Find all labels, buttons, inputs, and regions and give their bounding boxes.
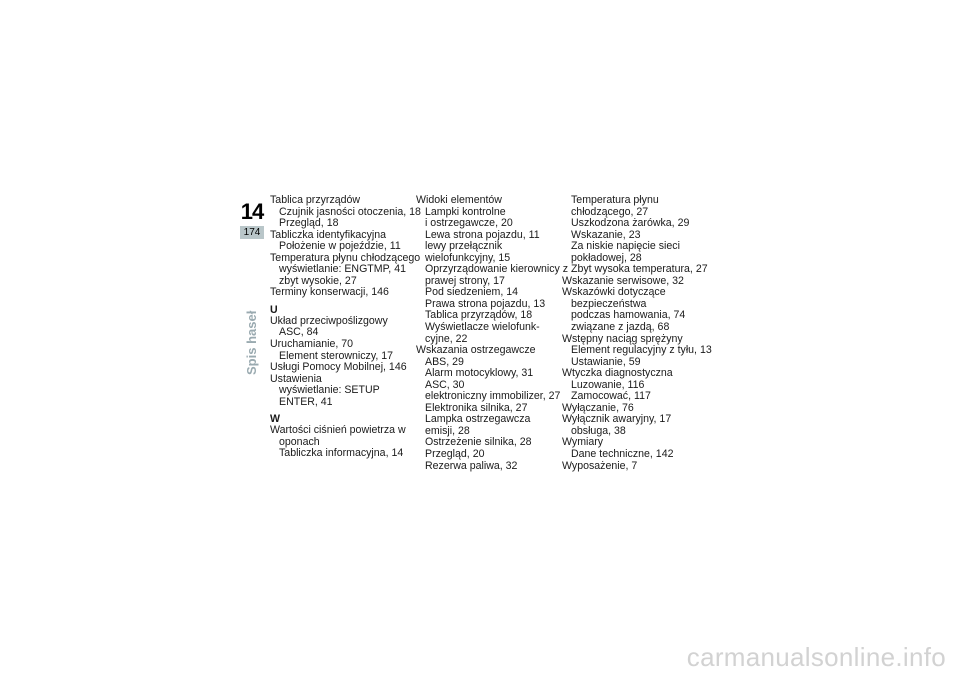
index-entry: Wskazanie serwisowe, 32 bbox=[562, 274, 684, 287]
index-subentry: Alarm motocyklowy, 31 bbox=[425, 367, 534, 380]
index-column-2 bbox=[416, 194, 569, 472]
index-entry: Wskazówki dotyczące bbox=[562, 286, 666, 299]
index-entry: Układ przeciwpoślizgowy bbox=[270, 314, 388, 327]
index-subentry: Zamocować, 117 bbox=[571, 390, 651, 403]
index-subentry: Elektronika silnika, 27 bbox=[425, 401, 528, 414]
index-subentry: Luzowanie, 116 bbox=[571, 378, 645, 391]
page-number: 174 bbox=[240, 226, 264, 239]
index-column-1 bbox=[270, 194, 421, 460]
index-subentry: Pod siedzeniem, 14 bbox=[425, 286, 519, 299]
index-subentry: Czujnik jasności otoczenia, 18 bbox=[279, 205, 421, 218]
index-subentry: Lewa strona pojazdu, 11 bbox=[425, 228, 540, 241]
index-subentry: elektroniczny immobilizer, 27 bbox=[425, 390, 561, 403]
index-subentry: Uszkodzona żarówka, 29 bbox=[571, 217, 690, 230]
index-subentry: Przegląd, 18 bbox=[279, 217, 339, 230]
index-subentry: Temperatura płynu bbox=[571, 194, 659, 206]
index-entry: Uruchamianie, 70 bbox=[270, 338, 354, 351]
index-subentry: Za niskie napięcie sieci bbox=[571, 240, 680, 253]
index-subentry: Wyświetlacze wielofunk- bbox=[425, 321, 540, 334]
index-subentry: Lampki kontrolne bbox=[425, 205, 506, 218]
index-subentry: lewy przełącznik bbox=[425, 240, 503, 253]
index-letter-heading: U bbox=[270, 303, 278, 316]
index-subentry: Ustawianie, 59 bbox=[571, 355, 641, 368]
index-entry: Wskazania ostrzegawcze bbox=[416, 344, 536, 357]
index-subentry: Ostrzeżenie silnika, 28 bbox=[425, 436, 532, 449]
index-entry: Tabliczka identyfikacyjna bbox=[270, 228, 386, 241]
index-subentry: ASC, 30 bbox=[425, 378, 465, 391]
index-entry: Wymiary bbox=[562, 436, 604, 449]
section-label: Spis haseł bbox=[244, 310, 259, 375]
index-subentry: Element regulacyjny z tyłu, 13 bbox=[571, 344, 712, 357]
index-subentry: cyjne, 22 bbox=[425, 332, 468, 345]
index-entry: Wyposażenie, 7 bbox=[562, 459, 638, 472]
index-subentry: Tabliczka informacyjna, 14 bbox=[279, 447, 404, 460]
index-entry: Wstępny naciąg sprężyny bbox=[562, 332, 683, 345]
index-entry: Ustawienia bbox=[270, 372, 322, 385]
index-letter-heading: W bbox=[270, 413, 280, 426]
index-subentry: Prawa strona pojazdu, 13 bbox=[425, 297, 546, 310]
index-subentry: Rezerwa paliwa, 32 bbox=[425, 459, 518, 472]
index-subentry: bezpieczeństwa bbox=[571, 297, 647, 310]
index-subentry: wyświetlanie: ENGTMP, 41 bbox=[279, 263, 406, 276]
index-subentry: ASC, 84 bbox=[279, 326, 319, 339]
index-subentry: oponach bbox=[279, 435, 320, 448]
index-subentry: pokładowej, 28 bbox=[571, 251, 642, 264]
index-subentry: Zbyt wysoka temperatura, 27 bbox=[571, 263, 708, 276]
index-entry: Usługi Pomocy Mobilnej, 146 bbox=[270, 361, 407, 374]
index-subentry: Tablica przyrządów, 18 bbox=[425, 309, 533, 322]
chapter-number: 14 bbox=[240, 199, 264, 224]
index-subentry: Lampka ostrzegawcza bbox=[425, 413, 531, 426]
index-entry: Temperatura płynu chłodzącego bbox=[270, 251, 421, 264]
index-subentry: Przegląd, 20 bbox=[425, 448, 485, 461]
index-subentry: zbyt wysokie, 27 bbox=[279, 274, 357, 287]
index-subentry: prawej strony, 17 bbox=[425, 274, 505, 287]
index-entry: Terminy konserwacji, 146 bbox=[270, 286, 389, 299]
index-subentry: Dane techniczne, 142 bbox=[571, 448, 674, 461]
index-column-3 bbox=[562, 195, 710, 472]
index-subentry: obsługa, 38 bbox=[571, 424, 626, 437]
index-subentry: ABS, 29 bbox=[425, 355, 464, 368]
index-entry: Wtyczka diagnostyczna bbox=[562, 367, 673, 380]
index-subentry: wielofunkcyjny, 15 bbox=[425, 251, 511, 264]
index-subentry: Oprzyrządowanie kierownicy z bbox=[425, 263, 569, 276]
index-subentry: związane z jazdą, 68 bbox=[571, 321, 670, 334]
index-entry: Tablica przyrządów bbox=[270, 194, 361, 206]
index-subentry: Element sterowniczy, 17 bbox=[279, 349, 394, 362]
index-subentry: wyświetlanie: SETUP bbox=[279, 384, 380, 397]
index-entry: Wyłącznik awaryjny, 17 bbox=[562, 413, 672, 426]
index-subentry: emisji, 28 bbox=[425, 424, 470, 437]
index-entry: Wartości ciśnień powietrza w bbox=[270, 424, 406, 437]
index-subentry: podczas hamowania, 74 bbox=[571, 309, 686, 322]
watermark: carmanualsonline.info bbox=[686, 642, 946, 672]
index-subentry: ENTER, 41 bbox=[279, 395, 333, 408]
index-subentry: Położenie w pojeździe, 11 bbox=[279, 240, 401, 253]
chapter-tab bbox=[240, 200, 264, 239]
index-entry: Wyłączanie, 76 bbox=[562, 401, 634, 414]
index-subentry: Wskazanie, 23 bbox=[571, 228, 641, 241]
index-subentry: i ostrzegawcze, 20 bbox=[425, 217, 513, 230]
index-entry: Widoki elementów bbox=[416, 194, 502, 206]
index-subentry: chłodzącego, 27 bbox=[571, 205, 649, 218]
